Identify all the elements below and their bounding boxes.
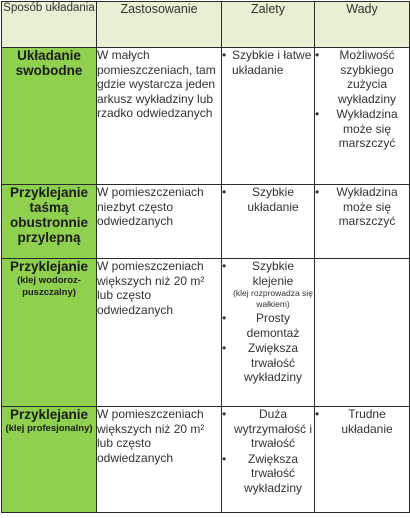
- row-method: [2, 259, 97, 407]
- row-disadvantages: [315, 259, 410, 407]
- header-disadvantages: Wady: [315, 2, 410, 48]
- row-method-title: Układanie swobodne: [15, 48, 83, 78]
- row-disadvantages: [315, 407, 410, 513]
- row-method-title: Przyklejanie: [9, 407, 89, 422]
- advantage-text: Szybkie klejenie: [251, 259, 295, 288]
- row-application: W pomieszczeniach większych niż 20 m² lub często odwiedzanych: [97, 407, 222, 513]
- row-method-subtitle: (klej profesjonalny): [5, 423, 93, 434]
- advantage-item: • Zwiększa trwałość wykładziny: [222, 341, 314, 385]
- row-advantages: [222, 407, 315, 513]
- header-application: Zastosowanie: [97, 2, 222, 48]
- row-advantages: [222, 48, 315, 185]
- advantage-item: • Szybkie i łatwe układanie: [222, 48, 314, 77]
- table-row: [2, 185, 410, 259]
- row-method-title: Przyklejanie: [9, 259, 89, 274]
- advantage-item: • Duża wytrzymałość i trwałość: [222, 407, 314, 451]
- disadvantage-item: • Możliwość szybkiego zużycia wykładziny: [315, 48, 409, 106]
- disadvantage-item: • Trudne układanie: [315, 407, 409, 436]
- row-method-title: Przyklejanie taśmą obustronnie przylepną: [9, 185, 89, 245]
- advantage-item: • Szybkie układanie: [222, 185, 314, 214]
- table-row: [2, 259, 410, 407]
- row-method-subtitle: (klej wodoroz-puszczalny): [17, 275, 81, 298]
- row-application: W pomieszczeniach większych niż 20 m² lub często odwiedzanych: [97, 259, 222, 407]
- row-method: [2, 185, 97, 259]
- advantage-item: • Zwiększa trwałość wykładziny: [222, 452, 314, 496]
- advantage-item: [222, 259, 314, 310]
- disadvantage-item: • Wykładzina może się marszczyć: [315, 185, 409, 229]
- table-row: [2, 48, 410, 185]
- carpet-laying-table: [1, 1, 410, 513]
- advantage-note: (klej rozprowadza się wałkiem): [233, 288, 313, 309]
- header-row: [2, 2, 410, 48]
- row-method: [2, 48, 97, 185]
- row-advantages: [222, 259, 315, 407]
- advantage-item: • Prosty demontaż: [222, 311, 314, 340]
- disadvantage-item: • Wykładzina może się marszczyć: [315, 107, 409, 151]
- row-disadvantages: [315, 185, 410, 259]
- row-application: W małych pomieszczeniach, tam gdzie wystarcza jeden arkusz wykładziny lub rzadko odwiedzanych: [97, 48, 222, 185]
- table-row: [2, 407, 410, 513]
- header-method: Sposób układania: [2, 2, 97, 48]
- row-disadvantages: [315, 48, 410, 185]
- row-application: W pomieszczeniach niezbyt często odwiedzanych: [97, 185, 222, 259]
- row-method: [2, 407, 97, 513]
- row-advantages: [222, 185, 315, 259]
- header-advantages: Zalety: [222, 2, 315, 48]
